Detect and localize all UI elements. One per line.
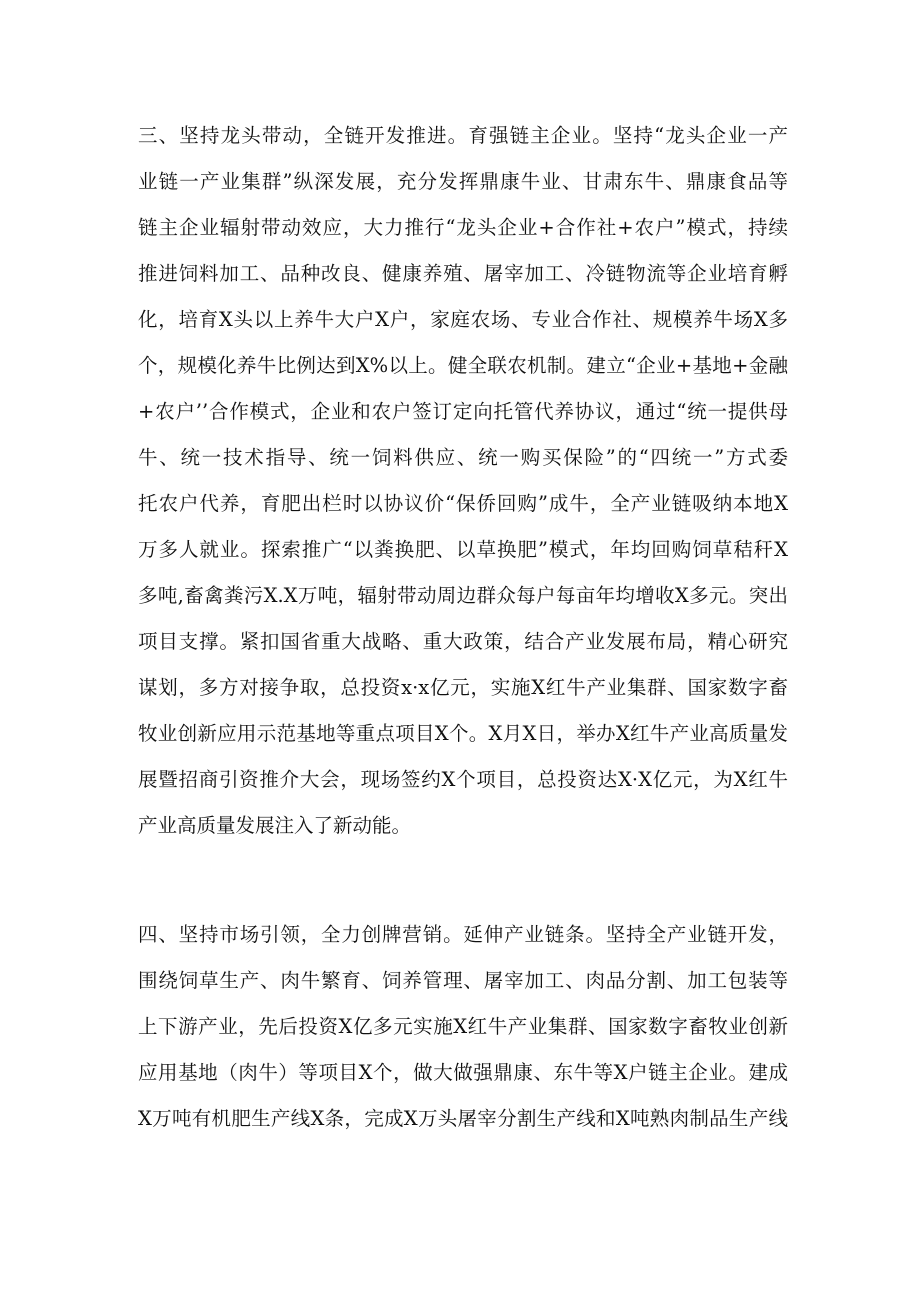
- text-line: 三、坚持龙头带动，全链开发推进。育强链主企业。坚持“龙头企业一产: [138, 124, 788, 147]
- text-line: 谋划，多方对接争取，总投资x·x亿元，实施X红牛产业集群、国家数字畜: [138, 676, 788, 699]
- text-line: 链主企业辐射带动效应，大力推行“龙头企业+合作社+农户”模式，持续: [138, 216, 788, 239]
- text-line: 推进饲料加工、品种改良、健康养殖、屠宰加工、冷链物流等企业培育孵: [138, 262, 788, 285]
- text-line: 个，规模化养牛比例达到X%以上。健全联农机制。建立“企业+基地+金融: [138, 354, 788, 377]
- text-line: 产业高质量发展注入了新动能。: [138, 814, 412, 837]
- text-line: 牛、统一技术指导、统一饲料供应、统一购买保险”的“四统一”方式委: [138, 446, 788, 469]
- text-line: 项目支撑。紧扣国省重大战略、重大政策，结合产业发展布局，精心研究: [138, 630, 788, 653]
- text-line: X万吨有机肥生产线X条，完成X万头屠宰分割生产线和X吨熟肉制品生产线: [138, 1107, 788, 1130]
- text-line: 围绕饲草生产、肉牛繁育、饲养管理、屠宰加工、肉品分割、加工包装等: [138, 969, 788, 992]
- paragraph-market-guidance-section-4: [138, 912, 788, 1142]
- text-line: 化，培育X头以上养牛大户X户，家庭农场、专业合作社、规模养牛场X多: [138, 308, 788, 331]
- text-line: 多吨,畜禽粪污X.X万吨，辐射带动周边群众每户每亩年均增收X多元。突出: [138, 584, 788, 607]
- text-line: 托农户代养，育肥出栏时以协议价“保侨回购”成牛，全产业链吸纳本地X: [138, 492, 788, 515]
- text-line: 牧业创新应用示范基地等重点项目X个。X月X日，举办X红牛产业高质量发: [138, 722, 788, 745]
- text-line: +农户’’合作模式，企业和农户签订定向托管代养协议，通过“统一提供母: [138, 400, 788, 423]
- text-line: 四、坚持市场引领，全力创牌营销。延伸产业链条。坚持全产业链开发，: [138, 923, 788, 946]
- text-line: 应用基地（肉牛）等项目X个，做大做强鼎康、东牛等X户链主企业。建成: [138, 1061, 788, 1084]
- text-line: 展暨招商引资推介大会，现场签约X个项目，总投资达X·X亿元，为X红牛: [138, 768, 788, 791]
- text-line: 万多人就业。探索推广“以粪换肥、以草换肥”模式，年均回购饲草秸秆X: [138, 538, 788, 561]
- paragraph-market-leader-section-3: [138, 113, 788, 849]
- text-line: 业链一产业集群”纵深发展，充分发挥鼎康牛业、甘肃东牛、鼎康食品等: [138, 170, 788, 193]
- text-line: 上下游产业，先后投资X亿多元实施X红牛产业集群、国家数字畜牧业创新: [138, 1015, 788, 1038]
